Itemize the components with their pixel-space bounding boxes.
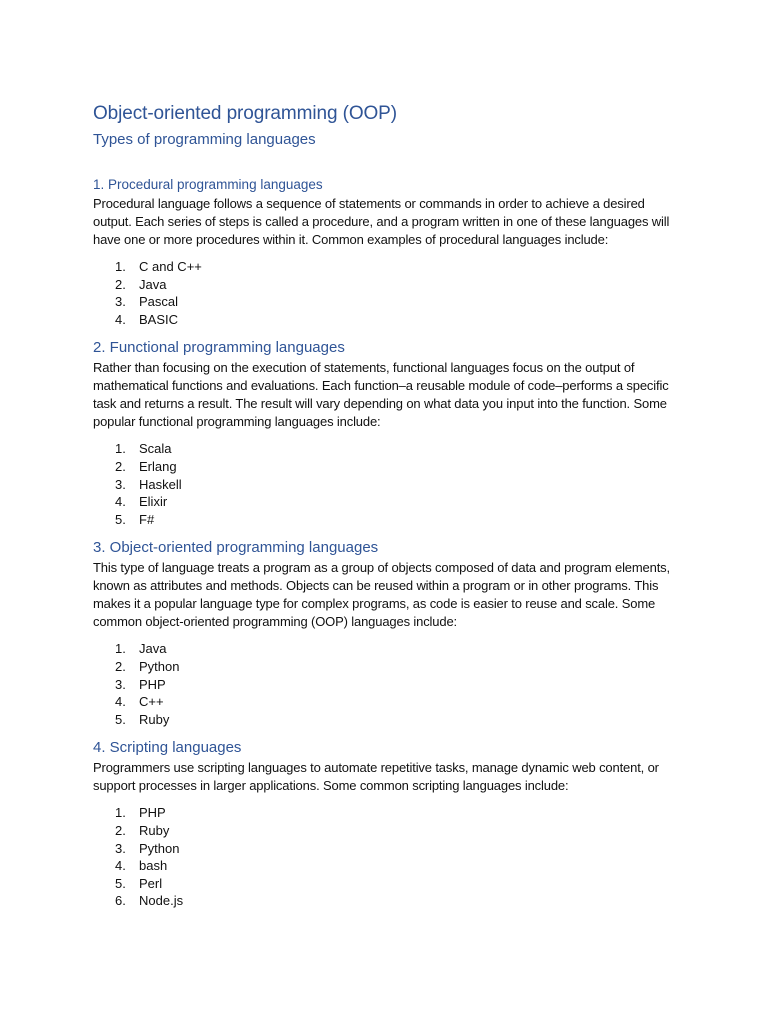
list-item: 1. C and C++ — [115, 259, 202, 274]
language-list — [93, 440, 683, 528]
list-item: 3. Python — [115, 840, 180, 856]
section-paragraph: Programmers use scripting languages to automate repetitive tasks, manage dynamic web content, or support processes in larger applications. Some common scripting languages include: — [93, 760, 659, 794]
list-item: 1. Scala — [115, 441, 172, 457]
section-scripting — [93, 738, 683, 910]
section-functional — [93, 338, 683, 528]
list-item: 5. F# — [115, 511, 155, 527]
list-item: 6. Node.js — [115, 893, 184, 909]
list-item: 4. BASIC — [115, 311, 179, 327]
list-item: 2. Java — [115, 276, 167, 292]
list-item: 3. PHP — [115, 676, 166, 692]
list-item: 2. Erlang — [115, 458, 177, 474]
list-item: 5. Perl — [115, 875, 163, 891]
document-page — [93, 101, 683, 910]
list-item: 3. Pascal — [115, 294, 179, 310]
section-heading: 4. Scripting languages — [93, 739, 242, 757]
list-item: 5. Ruby — [115, 711, 170, 727]
section-procedural — [93, 176, 683, 328]
language-list — [93, 640, 683, 728]
list-item: 2. Python — [115, 658, 180, 674]
section-object-oriented — [93, 538, 683, 728]
section-paragraph: This type of language treats a program as a group of objects composed of data and program elements, known as attributes and methods. Objects can be reused within a program or in other programs. This makes it a popular language type for complex programs, as code is easier to reuse and scale. Some common object-oriented programming (OOP) languages include: — [93, 560, 670, 630]
language-list — [93, 258, 683, 328]
list-item: 1. Java — [115, 641, 167, 657]
section-paragraph: Rather than focusing on the execution of statements, functional languages focus on the output of mathematical functions and evaluations. Each function–a reusable module of code–performs a specific task and returns a result. The result will vary depending on what data you input into the function. Some popular functional programming languages include: — [93, 360, 669, 430]
list-item: 3. Haskell — [115, 476, 182, 492]
language-list — [93, 804, 683, 910]
section-paragraph: Procedural language follows a sequence of statements or commands in order to achieve a desired output. Each series of steps is called a procedure, and a program written in one of these languages will have one or more procedures within it. Common examples of procedural languages include: — [93, 196, 670, 247]
list-item: 4. C++ — [115, 694, 164, 710]
document-title: Object-oriented programming (OOP) — [93, 103, 397, 124]
document-subtitle: Types of programming languages — [93, 131, 316, 148]
list-item: 4. Elixir — [115, 494, 168, 510]
section-heading: 1. Procedural programming languages — [93, 177, 323, 192]
list-item: 1. PHP — [115, 805, 166, 821]
list-item: 2. Ruby — [115, 822, 170, 838]
section-heading: 3. Object-oriented programming languages — [93, 539, 379, 557]
list-item: 4. bash — [115, 858, 168, 874]
section-heading: 2. Functional programming languages — [93, 339, 345, 357]
